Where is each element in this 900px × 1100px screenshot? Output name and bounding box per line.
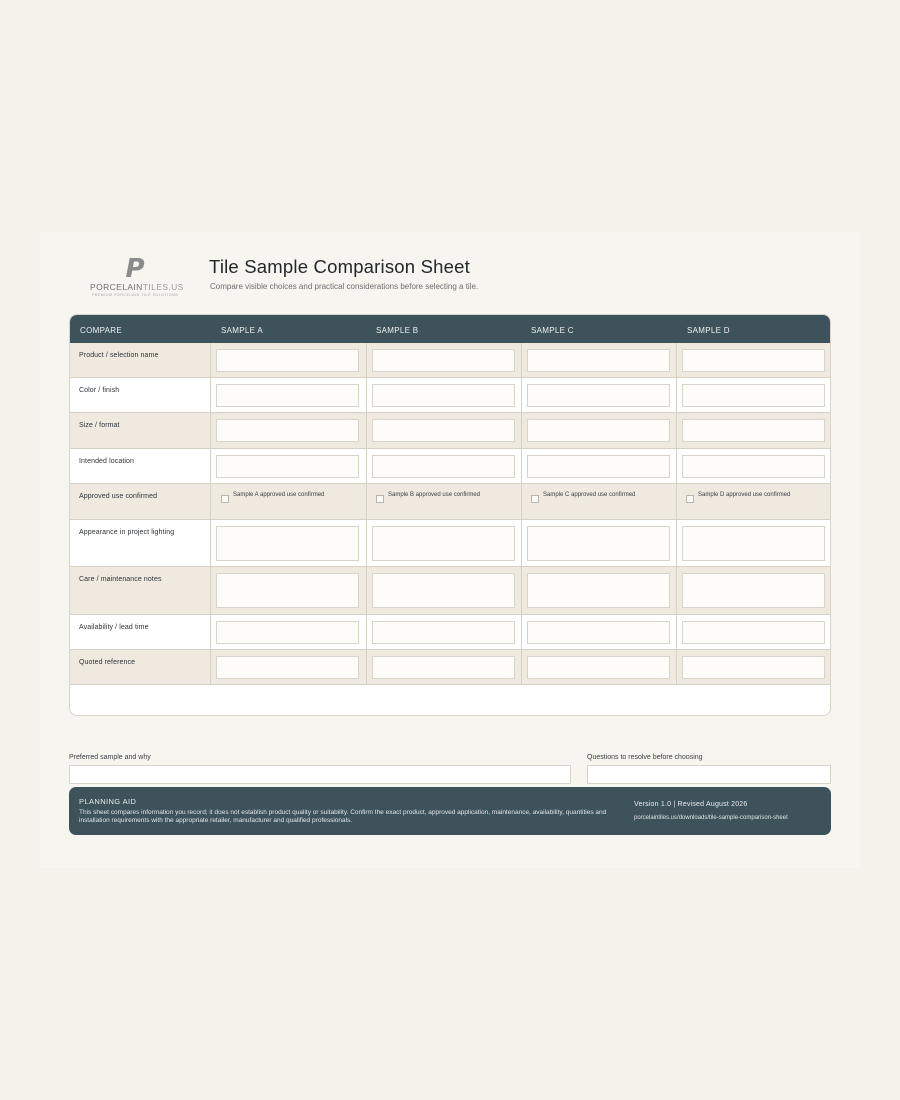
- sample-c-availability-input[interactable]: [527, 621, 670, 644]
- preferred-sample-input[interactable]: [69, 765, 571, 784]
- sample-a-product-input[interactable]: [216, 349, 359, 372]
- table-row: [70, 484, 831, 520]
- sample-c-appearance-input[interactable]: [527, 526, 670, 561]
- comparison-table: [69, 314, 831, 716]
- sample-a-appearance-input[interactable]: [216, 526, 359, 561]
- table-row: [70, 567, 831, 615]
- sample-a-care-input[interactable]: [216, 573, 359, 608]
- checkbox-label: Sample C approved use confirmed: [543, 492, 636, 498]
- sample-a-availability-input[interactable]: [216, 621, 359, 644]
- sample-b-quote-input[interactable]: [372, 656, 515, 679]
- logo-text-light: TILES.US: [142, 282, 184, 292]
- column-divider: [521, 343, 522, 685]
- row-label: Approved use confirmed: [79, 493, 158, 500]
- comparison-sheet: [40, 232, 860, 868]
- column-divider: [676, 343, 677, 685]
- version-info: Version 1.0 | Revised August 2026: [634, 801, 748, 808]
- logo-text-strong: PORCELAIN: [90, 282, 143, 292]
- logo-tagline: PREMIUM PORCELAIN TILE SOLUTIONS: [91, 293, 179, 297]
- sample-a-color-input[interactable]: [216, 384, 359, 407]
- row-label: Intended location: [79, 458, 135, 465]
- row-label: Care / maintenance notes: [79, 576, 162, 583]
- download-url[interactable]: porcelaintiles.us/downloads/tile-sample-comparison-sheet: [634, 815, 788, 821]
- table-row: [70, 615, 831, 650]
- footer-title: PLANNING AID: [79, 797, 137, 806]
- sample-b-color-input[interactable]: [372, 384, 515, 407]
- sample-c-color-input[interactable]: [527, 384, 670, 407]
- logo-mark: P: [125, 254, 145, 284]
- preferred-sample-label: Preferred sample and why: [69, 754, 151, 761]
- checkbox-label: Sample B approved use confirmed: [388, 492, 481, 498]
- sample-a-location-input[interactable]: [216, 455, 359, 478]
- column-header-sample-c: SAMPLE C: [531, 326, 574, 335]
- column-header-compare: COMPARE: [80, 326, 122, 335]
- sample-c-approved-checkbox[interactable]: [531, 495, 539, 503]
- sample-d-location-input[interactable]: [682, 455, 825, 478]
- column-divider: [366, 343, 367, 685]
- checkbox-label: Sample A approved use confirmed: [233, 492, 325, 498]
- brand-logo: [90, 254, 184, 297]
- sample-c-location-input[interactable]: [527, 455, 670, 478]
- row-label: Color / finish: [79, 387, 120, 394]
- table-row: [70, 378, 831, 413]
- column-header-sample-b: SAMPLE B: [376, 326, 419, 335]
- sheet-header: [40, 232, 860, 312]
- sample-c-product-input[interactable]: [527, 349, 670, 372]
- sample-b-approved-checkbox[interactable]: [376, 495, 384, 503]
- questions-label: Questions to resolve before choosing: [587, 754, 703, 761]
- checkbox-label: Sample D approved use confirmed: [698, 492, 791, 498]
- sample-d-product-input[interactable]: [682, 349, 825, 372]
- table-row: [70, 520, 831, 567]
- sample-b-location-input[interactable]: [372, 455, 515, 478]
- sample-a-approved-checkbox[interactable]: [221, 495, 229, 503]
- sample-d-care-input[interactable]: [682, 573, 825, 608]
- page-subtitle: Compare visible choices and practical considerations before selecting a tile.: [210, 282, 479, 291]
- row-label: Appearance in project lighting: [79, 529, 175, 536]
- sample-c-quote-input[interactable]: [527, 656, 670, 679]
- sample-d-appearance-input[interactable]: [682, 526, 825, 561]
- questions-input[interactable]: [587, 765, 831, 784]
- sample-b-product-input[interactable]: [372, 349, 515, 372]
- sample-d-availability-input[interactable]: [682, 621, 825, 644]
- row-label: Quoted reference: [79, 659, 136, 666]
- row-label: Size / format: [79, 422, 120, 429]
- column-header-sample-a: SAMPLE A: [221, 326, 263, 335]
- sample-b-appearance-input[interactable]: [372, 526, 515, 561]
- row-label: Availability / lead time: [79, 624, 149, 631]
- page-title: Tile Sample Comparison Sheet: [209, 256, 470, 277]
- sample-d-color-input[interactable]: [682, 384, 825, 407]
- table-row: [70, 650, 831, 685]
- table-row: [70, 343, 831, 378]
- sample-c-care-input[interactable]: [527, 573, 670, 608]
- sample-a-quote-input[interactable]: [216, 656, 359, 679]
- sample-d-approved-checkbox[interactable]: [686, 495, 694, 503]
- sample-b-availability-input[interactable]: [372, 621, 515, 644]
- sample-b-care-input[interactable]: [372, 573, 515, 608]
- sample-d-quote-input[interactable]: [682, 656, 825, 679]
- logo-wordmark: [90, 282, 184, 292]
- column-divider: [210, 343, 211, 685]
- sample-b-size-input[interactable]: [372, 419, 515, 442]
- column-header-sample-d: SAMPLE D: [687, 326, 730, 335]
- sample-d-size-input[interactable]: [682, 419, 825, 442]
- table-row: [70, 449, 831, 484]
- row-label: Product / selection name: [79, 352, 159, 359]
- sample-a-size-input[interactable]: [216, 419, 359, 442]
- table-header: [70, 315, 831, 343]
- table-row: [70, 413, 831, 449]
- planning-aid-footer: [69, 787, 831, 835]
- sample-c-size-input[interactable]: [527, 419, 670, 442]
- footer-disclaimer: This sheet compares information you record; it does not establish product quality or suitability. Confirm the exact product, approved application, maintenance, availability, quantities and installation requirements with the appropriate retailer, manufacturer and qualified professionals.: [79, 809, 607, 824]
